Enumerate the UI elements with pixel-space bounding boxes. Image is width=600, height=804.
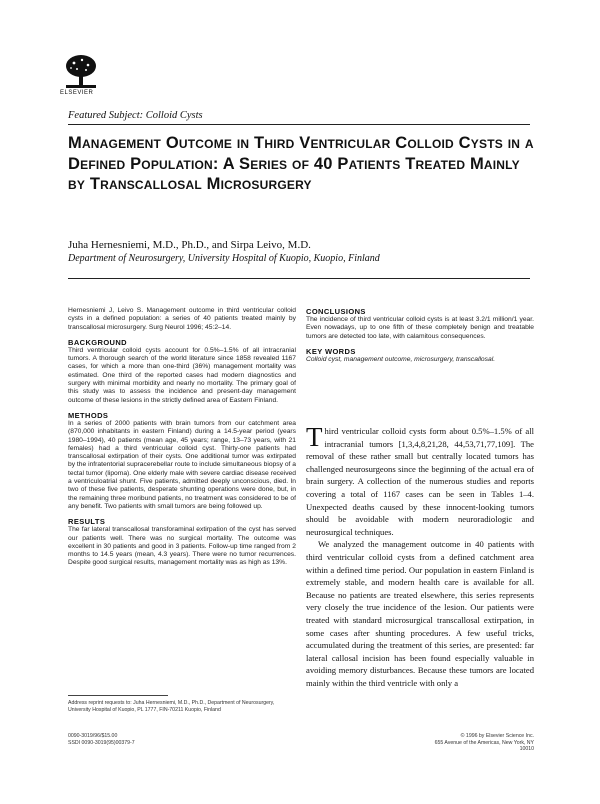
results-text: The far lateral transcallosal transforaminal extirpation of the cyst has served our patients well. There was no surgical mortality. The outcome was excellent in 30 patients and good in 3 patients. Follow-up time ranged from 2 months to 14.5 years (mean, 4.3 years). There were no tumor recurrences. Despite good surgical results, management mortality was as high as 13%.	[68, 526, 296, 567]
elsevier-tree-logo-icon	[62, 52, 100, 90]
abstract-right-column	[306, 307, 534, 364]
department: Department of Neurosurgery, University Hospital of Kuopio, Kuopio, Finland	[68, 253, 380, 264]
conclusions-text: The incidence of third ventricular colloid cysts is at least 3.2/1 million/1 year. Even nowadays, up to one fifth of these completely benign and treatable tumors are detected too late, with calamitous consequences.	[306, 316, 534, 340]
drop-cap: T	[306, 422, 323, 452]
body-paragraph-1-text: hird ventricular colloid cysts form about 0.5%–1.5% of all intracranial tumors [1,3,4,8,21,28, 44,53,71,77,109]. The removal of these rather small but centrally located tumors has challenged neurosurgeons since the beginning of the actual era of brain surgery. A collection of the numerous studies and reports covering a total of 1167 cases can be seen in Tables 1–4. Unexpected deaths caused by these innocent-looking tumors should be avoidable with modern neuroradiologic and neurosurgical techniques.	[306, 426, 534, 537]
body-paragraph-2: We analyzed the management outcome in 40 patients with third ventricular colloid cysts from a defined catchment area within a defined time period. Our population in eastern Finland is extremely stable, and modern health care is available for all. Because no patients are treated elsewhere, this series represents very closely the true incidence of the lesion. Our patients were treated with standard microsurgical transcallosal extirpation, in some cases after shunting procedures. A few useful tricks, accumulated during the treatment of this series, are presented: far lateral callosal incision has been found especially valuable in avoiding memory disturbances. Because these tumors are located mainly within the third ventricle with only a	[306, 539, 534, 688]
address-footnote: Address reprint requests to: Juha Hernesniemi, M.D., Ph.D., Department of Neurosurgery, University Hospital of Kuopio, PL 1777, FIN-70211 Kuopio, Finland	[68, 700, 275, 713]
article-ids: 0090-3019/96/$15.00 SSDI 0090-3019(95)00379-7	[68, 733, 135, 746]
publisher-name: ELSEVIER	[60, 90, 94, 96]
citation: Hernesniemi J, Leivo S. Management outcome in third ventricular colloid cysts in a defined population: a series of 40 patients treated mainly by transcallosal microsurgery. Surg Neurol 1996; 45:2–14.	[68, 307, 296, 331]
keywords-text: Colloid cyst, management outcome, microsurgery, transcallosal.	[306, 355, 496, 363]
footnote-rule	[68, 695, 168, 696]
copyright: © 1996 by Elsevier Science Inc. 655 Avenue of the Americas, New York, NY 10010	[434, 733, 534, 753]
featured-subject: Featured Subject: Colloid Cysts	[68, 110, 203, 121]
body-text	[306, 422, 534, 689]
background-heading: BACKGROUND	[68, 337, 127, 347]
conclusions-heading: CONCLUSIONS	[306, 307, 366, 316]
body-paragraph-1	[306, 422, 534, 538]
abstract-left-column	[68, 307, 296, 568]
methods-text: In a series of 2000 patients with brain tumors from our catchment area (870,000 inhabitants in eastern Finland) during a 14.5-year period (years 1980–1994), 40 patients (mean age, 45 years; range, 13–73 years, with 21 females) had a third ventricular colloid cyst. Thirty-one patients had transcallosal extirpation of their cysts. One additional tumor was extirpated by the infratentorial supracerebellar route to include simultaneous biopsy of a tectal tumor (lipoma). One elderly male with severe cardiac disease received a ventriculoatrial shunt. Five patients, admitted deeply unconscious, died. In two of these five patients, desperate shunting operations were done, but, in the remaining three moribund patients, no treatment was considered to be of any benefit. Two patients with small tumors are being followed up.	[68, 419, 296, 510]
header-rule	[68, 124, 530, 125]
results-heading: RESULTS	[68, 517, 106, 527]
authors: Juha Hernesniemi, M.D., Ph.D., and Sirpa Leivo, M.D.	[68, 239, 311, 251]
article-title: Management Outcome in Third Ventricular Colloid Cysts in a Defined Population: A Series of 40 Patients Treated Mainly by Transcallosal Microsurgery	[68, 134, 534, 193]
methods-heading: METHODS	[68, 410, 109, 420]
background-text: Third ventricular colloid cysts account for 0.5%–1.5% of all intracranial tumors. A thorough search of the world literature since 1858 revealed 1167 cases, for which a more than one-third (36%) management mortality was estimated. One third of the reported cases had modern diagnostics and surgery with minimal morbidity and nearly no mortality. The primary goal of this study was to assess the incidence and present-day management outcome of these lesions in the strictly defined area of Eastern Finland.	[68, 346, 296, 404]
title-rule	[68, 278, 530, 279]
keywords-heading: KEY WORDS	[306, 346, 356, 356]
